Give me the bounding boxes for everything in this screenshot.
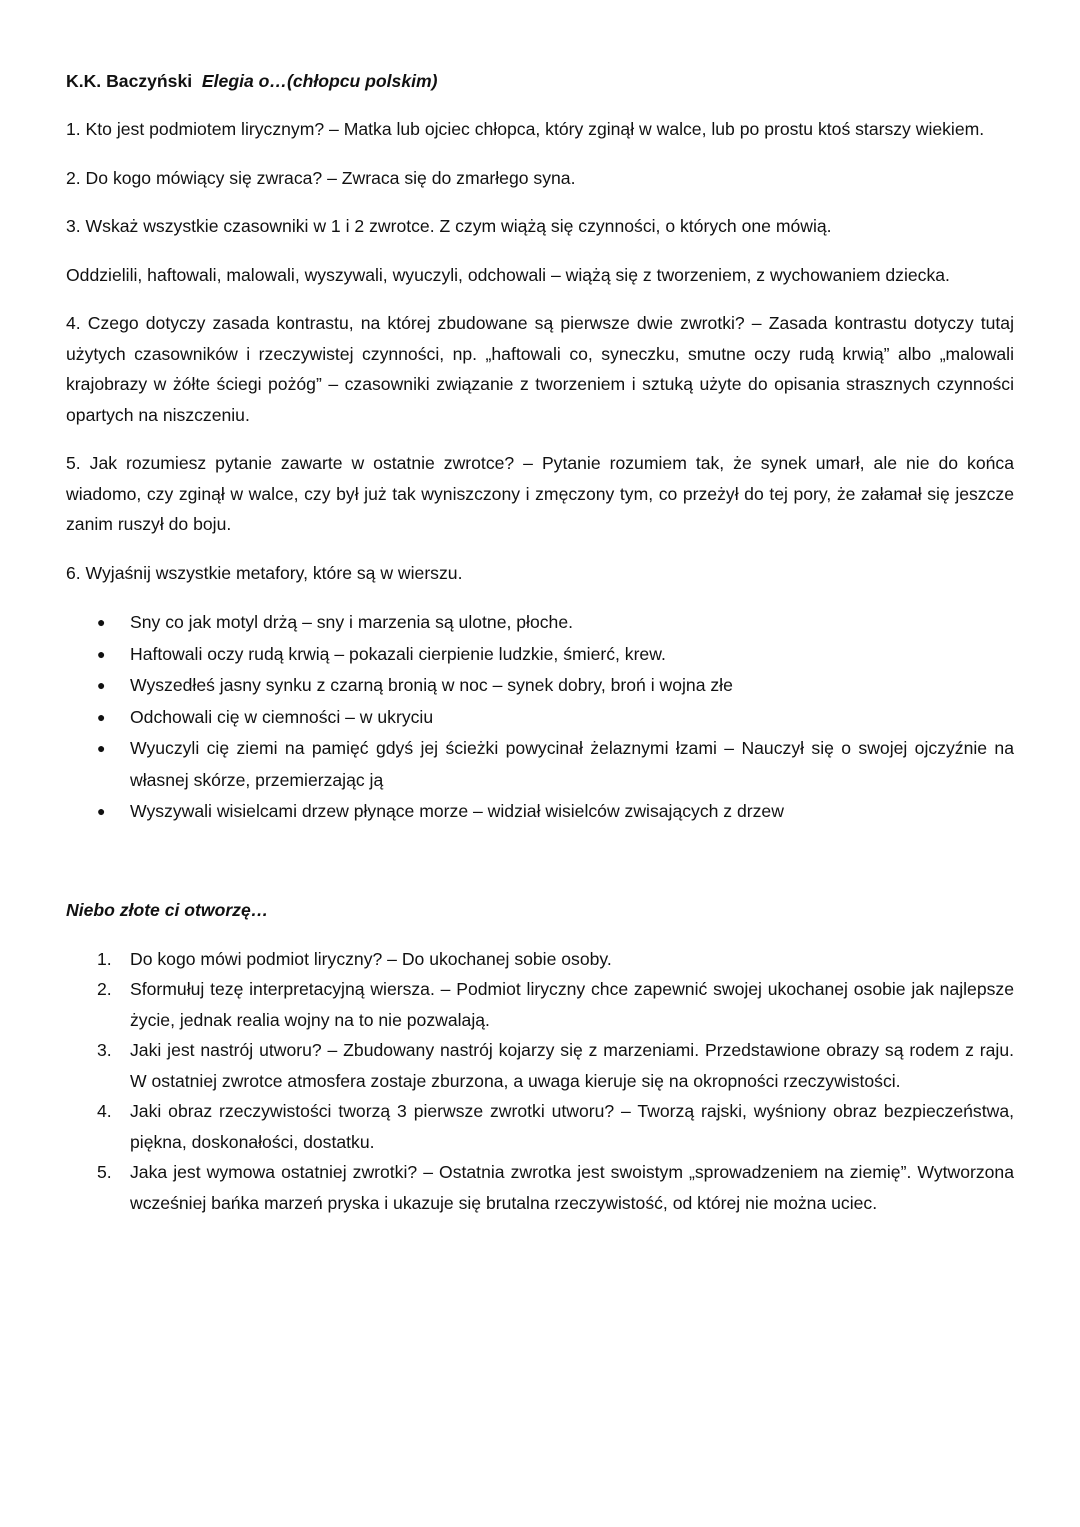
bullet-icon: ● [97,803,106,819]
metaphor-text: Wyszywali wisielcami drzew płynące morze – widział wisielców zwisających z drzew [130,801,784,821]
list-item [97,670,1014,702]
item-text: Sformułuj tezę interpretacyjną wiersza. – Podmiot liryczny chce zapewnić swojej ukochanej osobie jak najlepsze życie, jednak realia wojny na to nie pozwalają. [130,979,1014,1030]
list-item [97,796,1014,828]
answer-3: Oddzielili, haftowali, malowali, wyszywali, wyuczyli, odchowali – wiążą się z tworzeniem, z wychowaniem dziecka. [66,264,950,285]
bullet-icon: ● [97,740,106,756]
metaphor-text: Haftowali oczy rudą krwią – pokazali cierpienie ludzkie, śmierć, krew. [130,643,666,664]
question-5: 5. Jak rozumiesz pytanie zawarte w ostatnie zwrotce? – Pytanie rozumiem tak, że synek umarł, ale nie do końca wiadomo, czy zginął w walce, czy był już tak wyniszczony i zmęczony tym, co przeżył do tej pory, że załamał się jeszcze zanim ruszył do boju. [66,453,1014,534]
question-4: 4. Czego dotyczy zasada kontrastu, na której zbudowane są pierwsze dwie zwrotki? – Zasada kontrastu dotyczy tutaj użytych czasowników i rzeczywistej czynności, np. „haftowali co, syneczku, smutne oczy rudą krwią” albo „malowali krajobrazy w żółte ściegi pożóg” – czasowniki związanie z tworzeniem i sztuką użyte do opisania strasznych czynności opartych na niszczeniu. [66,313,1014,425]
metaphor-text: Odchowali cię w ciemności – w ukryciu [130,706,434,727]
metaphor-text: Wyuczyli cię ziemi na pamięć gdyś jej ścieżki powycinał żelaznymi łzami – Nauczył się o swojej ojczyźnie na własnej skórze, przemierzając ją [130,738,1014,790]
section-2-title: Niebo złote ci otworzę… [66,899,269,920]
item-text: Jaki jest nastrój utworu? – Zbudowany nastrój kojarzy się z marzeniami. Przedstawione obrazy są rodem z raju. W ostatniej zwrotce atmosfera zostaje zburzona, a uwaga kieruje się na okropności rzeczywistości. [130,1040,1014,1091]
title-author: K.K. Baczyński [66,71,193,91]
list-item [97,639,1014,671]
list-item [97,1096,1014,1157]
list-item [97,1035,1014,1096]
document-title [66,66,1014,96]
item-number: 5. [97,1162,112,1182]
item-text: Do kogo mówi podmiot liryczny? – Do ukochanej sobie osoby. [130,948,612,969]
question-3: 3. Wskaż wszystkie czasowniki w 1 i 2 zwrotce. Z czym wiążą się czynności, o których one mówią. [66,216,832,236]
title-work: Elegia o…(chłopcu polskim) [201,71,438,91]
list-item [97,733,1014,796]
list-item [97,974,1014,1035]
item-number: 2. [97,979,112,999]
list-item [97,1157,1014,1218]
metaphor-list [66,607,1014,828]
list-item [97,702,1014,734]
item-number: 1. [97,948,112,969]
list-item [97,944,1014,975]
question-1: 1. Kto jest podmiotem lirycznym? – Matka lub ojciec chłopca, który zginął w walce, lub po prostu ktoś starszy wiekiem. [66,119,985,139]
item-text: Jaka jest wymowa ostatniej zwrotki? – Ostatnia zwrotka jest swoistym „sprowadzeniem na ziemię”. Wytworzona wcześniej bańka marzeń pryska i ukazuje się brutalna rzeczywistość, od której nie można uciec. [130,1162,1014,1213]
section-2-list [66,944,1014,1219]
item-text: Jaki obraz rzeczywistości tworzą 3 pierwsze zwrotki utworu? – Tworzą rajski, wyśniony obraz bezpieczeństwa, piękna, doskonałości, dostatku. [130,1101,1014,1152]
bullet-icon: ● [97,677,106,693]
bullet-icon: ● [97,614,106,630]
item-number: 4. [97,1101,112,1121]
bullet-icon: ● [97,708,106,725]
bullet-icon: ● [97,645,106,662]
metaphor-text: Wyszedłeś jasny synku z czarną bronią w noc – synek dobry, broń i wojna złe [130,675,733,695]
question-2: 2. Do kogo mówiący się zwraca? – Zwraca się do zmarłego syna. [66,167,576,188]
list-item [97,607,1014,639]
question-6: 6. Wyjaśnij wszystkie metafory, które są w wierszu. [66,562,463,583]
metaphor-text: Sny co jak motyl drżą – sny i marzenia są ulotne, płoche. [130,612,573,632]
item-number: 3. [97,1040,112,1060]
